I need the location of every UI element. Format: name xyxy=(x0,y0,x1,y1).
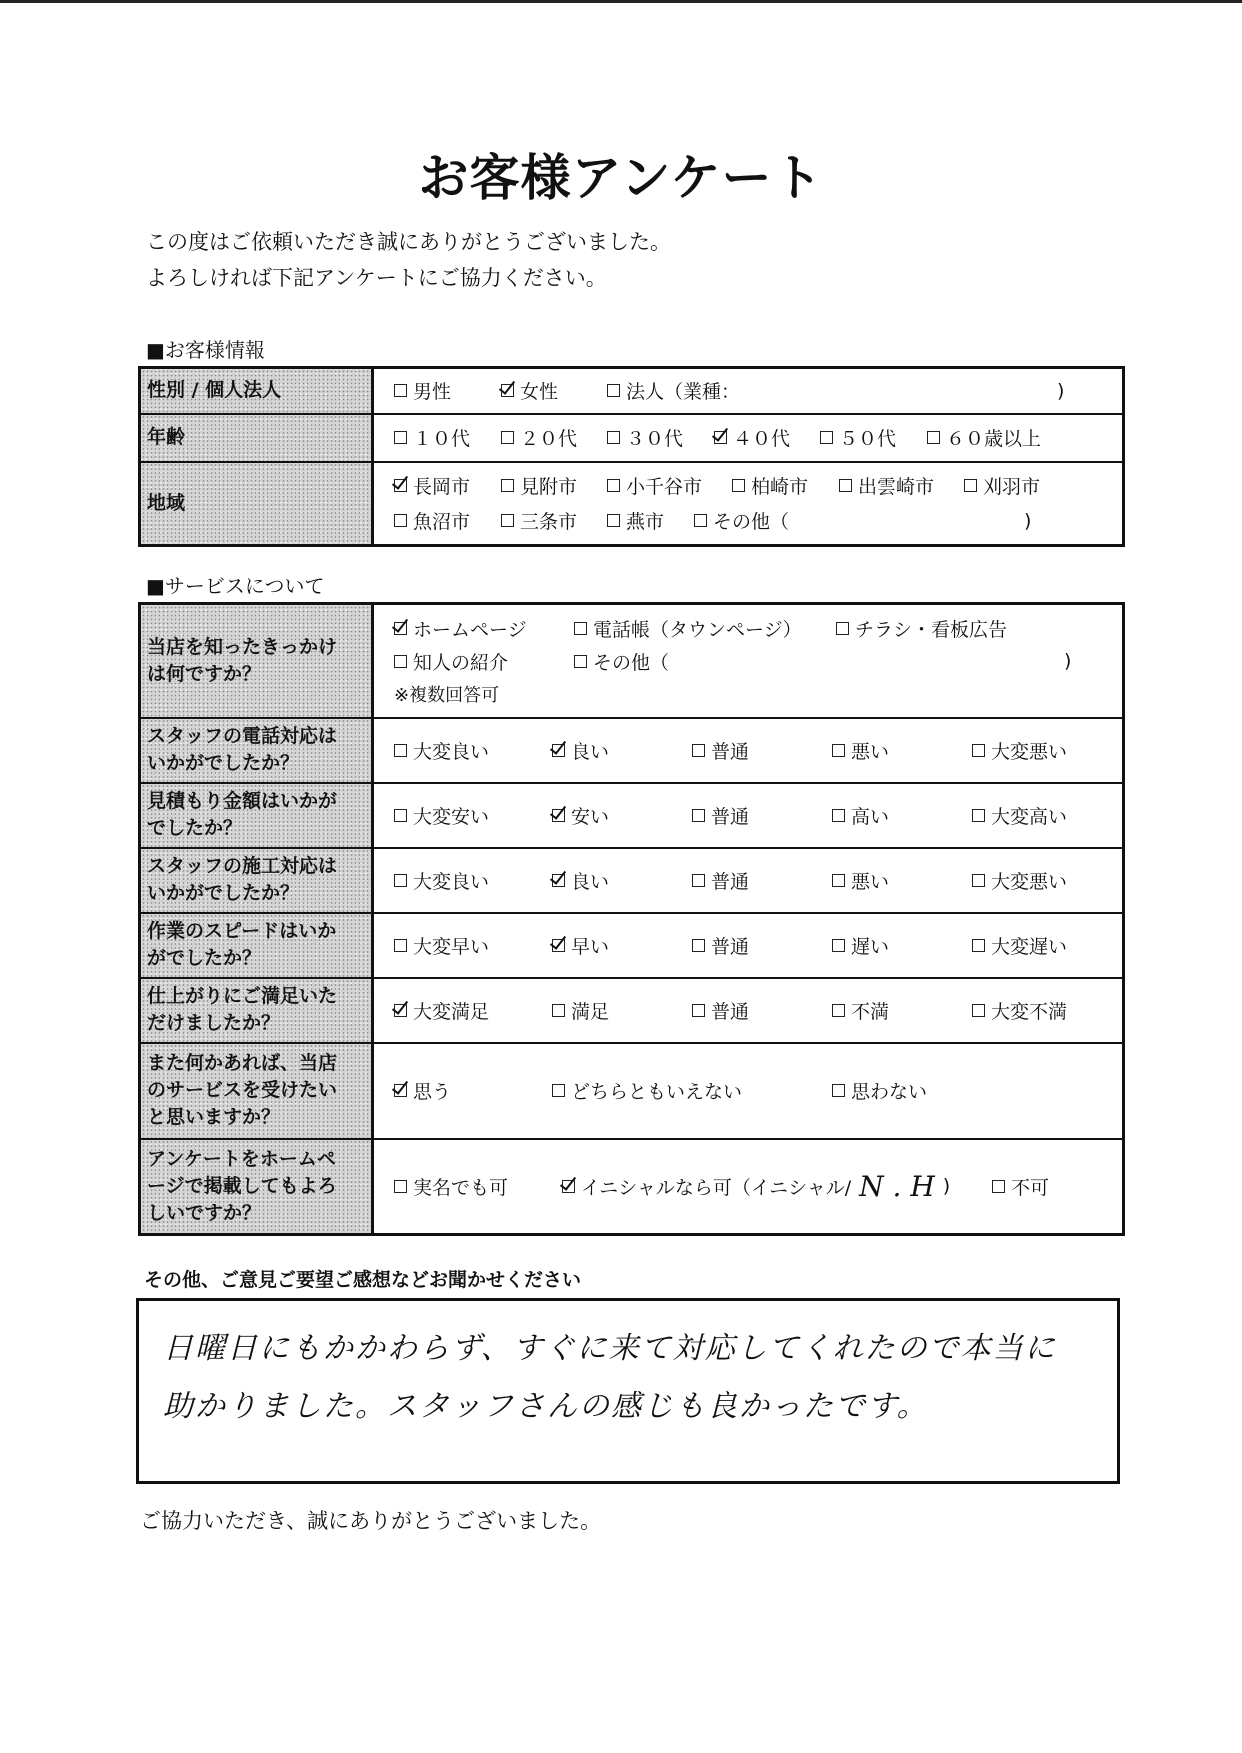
checkbox[interactable] xyxy=(394,744,407,757)
page-title: お客様アンケート xyxy=(418,149,824,207)
comments-box[interactable] xyxy=(136,1298,1120,1484)
checkbox[interactable] xyxy=(607,431,620,444)
intro-line-2: よろしければ下記アンケートにご協力ください。 xyxy=(146,266,607,290)
rating-option[interactable]: 早い xyxy=(552,932,692,959)
option-kashiwazaki[interactable]: 柏崎市 xyxy=(732,472,839,499)
checkbox[interactable] xyxy=(964,479,977,492)
multiple-answers-note: ※複数回答可 xyxy=(394,684,500,706)
service-section-label: ■サービスについて xyxy=(146,574,325,598)
option-would-not-use[interactable]: 思わない xyxy=(832,1077,927,1104)
option-nagaoka[interactable]: 長岡市 xyxy=(394,472,501,499)
checkbox-checked[interactable] xyxy=(394,622,407,635)
checkbox[interactable] xyxy=(732,479,745,492)
comment-line-2: 助かりました。スタッフさんの感じも良かったです。 xyxy=(163,1389,929,1424)
region-row xyxy=(140,462,1124,546)
option-uonuma[interactable]: 魚沼市 xyxy=(394,507,501,534)
rating-row-phone xyxy=(140,718,1124,783)
checkbox[interactable] xyxy=(972,874,985,887)
option-female[interactable]: 女性 xyxy=(501,377,607,404)
option-sanjo[interactable]: 三条市 xyxy=(501,507,607,534)
option-male[interactable]: 男性 xyxy=(394,377,501,404)
option-age-40s[interactable]: ４０代 xyxy=(714,424,820,451)
option-phonebook[interactable]: 電話帳（タウンページ） xyxy=(574,615,836,642)
option-corporate[interactable]: 法人（業種： xyxy=(607,377,1057,404)
checkbox-checked[interactable] xyxy=(394,1084,407,1097)
comments-label: その他、ご意見ご要望ご感想などお聞かせください xyxy=(144,1269,582,1291)
checkbox[interactable] xyxy=(394,874,407,887)
checkbox-checked[interactable] xyxy=(394,479,407,492)
intro-text xyxy=(146,224,671,296)
age-row-label: 年齢 xyxy=(140,414,373,462)
checkbox[interactable] xyxy=(832,744,845,757)
rating-row-satisfaction xyxy=(140,978,1124,1043)
checkbox-checked[interactable] xyxy=(552,744,565,757)
checkbox[interactable] xyxy=(394,655,407,668)
close-paren: ) xyxy=(1064,650,1072,673)
checkbox[interactable] xyxy=(992,1180,1005,1193)
rating-option[interactable]: 良い xyxy=(552,737,692,764)
option-would-use-again[interactable]: 思う xyxy=(394,1077,552,1104)
checkbox[interactable] xyxy=(394,514,407,527)
checkbox-checked[interactable] xyxy=(394,1004,407,1017)
rating-row-construction xyxy=(140,848,1124,913)
rating-question: 作業のスピードはいか がでしたか？ xyxy=(140,913,373,978)
checkbox[interactable] xyxy=(832,874,845,887)
rating-question: スタッフの施工対応は いかがでしたか？ xyxy=(140,848,373,913)
checkbox[interactable] xyxy=(552,1004,565,1017)
rating-option[interactable]: 不満 xyxy=(832,997,972,1024)
initials-handwritten: N . H xyxy=(859,1169,935,1203)
checkbox[interactable] xyxy=(501,514,514,527)
discovery-row xyxy=(140,604,1124,718)
rating-option[interactable]: 大変満足 xyxy=(394,997,552,1024)
option-tsubame[interactable]: 燕市 xyxy=(607,507,694,534)
gender-row xyxy=(140,368,1124,414)
option-initials-ok[interactable]: イニシャルなら可（イニシャル/ N . H ) xyxy=(562,1170,992,1203)
rating-option[interactable]: 良い xyxy=(552,867,692,894)
checkbox[interactable] xyxy=(836,622,849,635)
publish-row xyxy=(140,1139,1124,1235)
option-real-name-ok[interactable]: 実名でも可 xyxy=(394,1173,562,1200)
option-not-allowed[interactable]: 不可 xyxy=(992,1173,1049,1200)
rating-option[interactable]: 普通 xyxy=(692,737,832,764)
rating-option[interactable]: 大変悪い xyxy=(972,737,1067,764)
option-age-30s[interactable]: ３０代 xyxy=(607,424,714,451)
top-border-line xyxy=(0,0,1242,3)
rating-option[interactable]: 大変良い xyxy=(394,867,552,894)
checkbox[interactable] xyxy=(694,514,707,527)
checkbox[interactable] xyxy=(501,431,514,444)
rating-option[interactable]: 大変高い xyxy=(972,802,1067,829)
rating-option[interactable]: 安い xyxy=(552,802,692,829)
comment-line-1: 日曜日にもかかわらず、すぐに来て対応してくれたので本当に xyxy=(163,1331,1057,1366)
checkbox[interactable] xyxy=(692,744,705,757)
rating-option[interactable]: 満足 xyxy=(552,997,692,1024)
close-paren: ) xyxy=(1057,379,1065,402)
rating-row-estimate xyxy=(140,783,1124,848)
checkbox[interactable] xyxy=(832,939,845,952)
checkbox-checked[interactable] xyxy=(714,431,727,444)
checkbox[interactable] xyxy=(501,479,514,492)
checkbox[interactable] xyxy=(820,431,833,444)
checkbox[interactable] xyxy=(574,655,587,668)
checkbox[interactable] xyxy=(972,939,985,952)
option-discovery-other[interactable]: その他（ xyxy=(574,648,1064,675)
revisit-row xyxy=(140,1043,1124,1139)
checkbox[interactable] xyxy=(394,384,407,397)
rating-option[interactable]: 高い xyxy=(832,802,972,829)
option-region-other[interactable]: その他（ xyxy=(694,507,1024,534)
rating-option[interactable]: 大変安い xyxy=(394,802,552,829)
service-table xyxy=(138,602,1125,1236)
checkbox-checked[interactable] xyxy=(552,874,565,887)
checkbox[interactable] xyxy=(839,479,852,492)
rating-question: スタッフの電話対応は いかがでしたか？ xyxy=(140,718,373,783)
region-row-label: 地域 xyxy=(140,462,373,546)
checkbox[interactable] xyxy=(927,431,940,444)
rating-question: 仕上がりにご満足いた だけましたか？ xyxy=(140,978,373,1043)
option-izumozaki[interactable]: 出雲崎市 xyxy=(839,472,964,499)
publish-question: アンケートをホームペ ージで掲載してもよろ しいですか？ xyxy=(140,1139,373,1235)
checkbox[interactable] xyxy=(972,744,985,757)
option-age-60-plus[interactable]: ６０歳以上 xyxy=(927,424,1041,451)
rating-option[interactable]: 大変遅い xyxy=(972,932,1067,959)
checkbox[interactable] xyxy=(692,939,705,952)
close-paren: ) xyxy=(1024,509,1032,532)
thank-you-footer: ご協力いただき、誠にありがとうございました。 xyxy=(140,1509,602,1533)
checkbox[interactable] xyxy=(692,809,705,822)
checkbox[interactable] xyxy=(832,1084,845,1097)
option-undecided[interactable]: どちらともいえない xyxy=(552,1077,832,1104)
checkbox-checked[interactable] xyxy=(552,939,565,952)
checkbox[interactable] xyxy=(692,874,705,887)
checkbox-checked[interactable] xyxy=(552,809,565,822)
checkbox[interactable] xyxy=(607,479,620,492)
revisit-question: また何かあれば、当店 のサービスを受けたい と思いますか？ xyxy=(140,1043,373,1139)
rating-question: 見積もり金額はいかが でしたか？ xyxy=(140,783,373,848)
rating-option[interactable]: 普通 xyxy=(692,932,832,959)
customer-section-label: ■お客様情報 xyxy=(146,338,265,362)
option-flyer[interactable]: チラシ・看板広告 xyxy=(836,615,1007,642)
customer-info-table xyxy=(138,366,1125,547)
rating-option[interactable]: 遅い xyxy=(832,932,972,959)
rating-option[interactable]: 悪い xyxy=(832,867,972,894)
checkbox[interactable] xyxy=(607,384,620,397)
checkbox[interactable] xyxy=(552,1084,565,1097)
checkbox[interactable] xyxy=(972,809,985,822)
checkbox[interactable] xyxy=(394,939,407,952)
checkbox[interactable] xyxy=(394,431,407,444)
rating-option[interactable]: 大変早い xyxy=(394,932,552,959)
rating-option[interactable]: 悪い xyxy=(832,737,972,764)
option-age-10s[interactable]: １０代 xyxy=(394,424,501,451)
rating-option[interactable]: 普通 xyxy=(692,997,832,1024)
gender-row-label: 性別 / 個人法人 xyxy=(140,368,373,414)
checkbox[interactable] xyxy=(832,809,845,822)
option-kariwa[interactable]: 刈羽市 xyxy=(964,472,1040,499)
discovery-question: 当店を知ったきっかけ は何ですか？ xyxy=(140,604,373,718)
option-age-20s[interactable]: ２０代 xyxy=(501,424,607,451)
checkbox[interactable] xyxy=(972,1004,985,1017)
checkbox[interactable] xyxy=(394,809,407,822)
checkbox[interactable] xyxy=(832,1004,845,1017)
option-homepage[interactable]: ホームページ xyxy=(394,615,574,642)
checkbox[interactable] xyxy=(394,1180,407,1193)
intro-line-1: この度はご依頼いただき誠にありがとうございました。 xyxy=(146,230,671,254)
checkbox[interactable] xyxy=(692,1004,705,1017)
checkbox[interactable] xyxy=(574,622,587,635)
option-mitsuke[interactable]: 見附市 xyxy=(501,472,607,499)
option-ojiya[interactable]: 小千谷市 xyxy=(607,472,732,499)
rating-option[interactable]: 普通 xyxy=(692,867,832,894)
rating-option[interactable]: 普通 xyxy=(692,802,832,829)
checkbox[interactable] xyxy=(607,514,620,527)
rating-option[interactable]: 大変良い xyxy=(394,737,552,764)
option-age-50s[interactable]: ５０代 xyxy=(820,424,927,451)
age-row xyxy=(140,414,1124,462)
checkbox-checked[interactable] xyxy=(562,1180,575,1193)
rating-row-speed xyxy=(140,913,1124,978)
rating-option[interactable]: 大変不満 xyxy=(972,997,1067,1024)
checkbox-checked[interactable] xyxy=(501,384,514,397)
rating-option[interactable]: 大変悪い xyxy=(972,867,1067,894)
option-referral[interactable]: 知人の紹介 xyxy=(394,648,574,675)
